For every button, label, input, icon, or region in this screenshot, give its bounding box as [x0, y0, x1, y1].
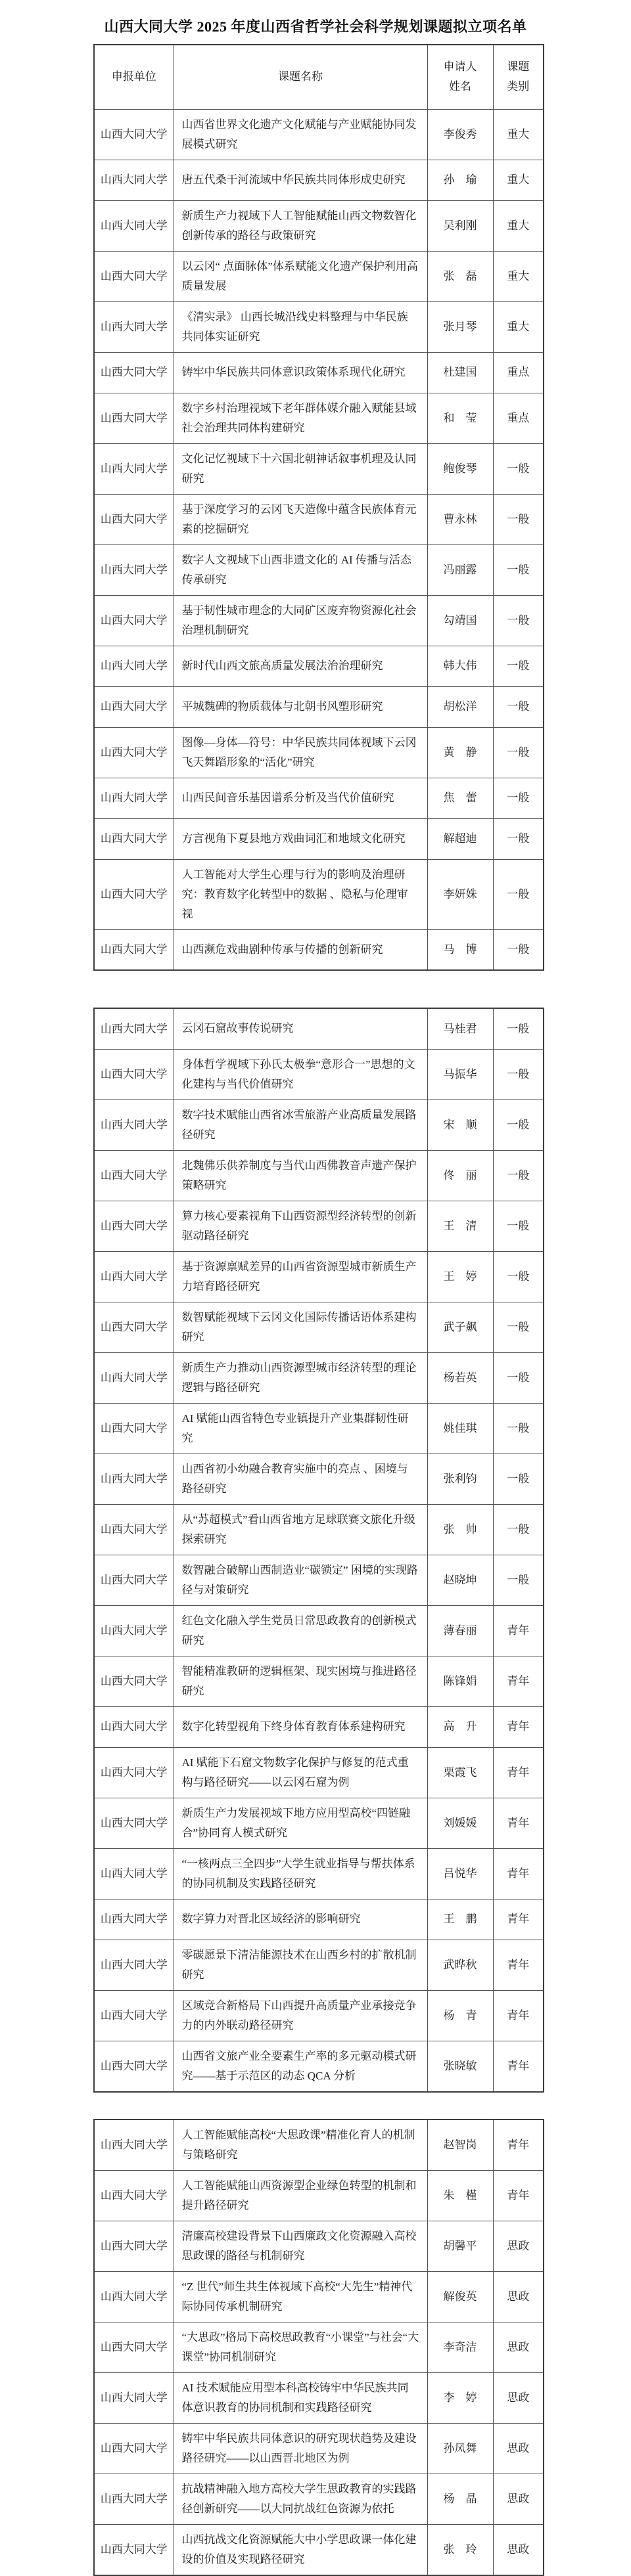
applicant-name-cell: 姚佳琪 — [427, 1403, 493, 1454]
project-title-cell: 图像—身体—符号：中华民族共同体视域下云冈飞天舞蹈形象的“活化”研究 — [174, 727, 427, 778]
project-title-cell: 山西抗战文化资源赋能大中小学思政课一体化建设的价值及实现路径研究 — [174, 2524, 427, 2575]
category-cell: 思政 — [493, 2271, 544, 2322]
unit-cell: 山西大同大学 — [94, 393, 174, 443]
unit-cell: 山西大同大学 — [94, 1251, 174, 1302]
unit-cell: 山西大同大学 — [94, 2524, 174, 2575]
unit-cell: 山西大同大学 — [94, 1201, 174, 1251]
project-title-cell: 山西濒危戏曲剧种传承与传播的创新研究 — [174, 929, 427, 970]
table-row — [94, 251, 544, 301]
table-row — [94, 1990, 544, 2041]
unit-cell: 山西大同大学 — [94, 595, 174, 646]
col-header-category: 课题 类别 — [493, 45, 544, 109]
category-cell: 一般 — [493, 1049, 544, 1099]
applicant-name-cell: 王 鹏 — [427, 1899, 493, 1940]
table-row — [94, 2322, 544, 2372]
unit-cell: 山西大同大学 — [94, 1940, 174, 1990]
applicant-name-cell: 李 婷 — [427, 2372, 493, 2423]
table-row — [94, 1706, 544, 1747]
project-title-cell: 零碳愿景下清洁能源技术在山西乡村的扩散机制研究 — [174, 1940, 427, 1990]
applicant-name-cell: 王 清 — [427, 1201, 493, 1251]
unit-cell: 山西大同大学 — [94, 1706, 174, 1747]
applicant-name-cell: 张月琴 — [427, 301, 493, 352]
table-row — [94, 1798, 544, 1848]
unit-cell: 山西大同大学 — [94, 109, 174, 160]
table-row — [94, 1899, 544, 1940]
category-cell: 重大 — [493, 301, 544, 352]
category-cell: 重点 — [493, 352, 544, 393]
table-row — [94, 1940, 544, 1990]
applicant-name-cell: 张 帅 — [427, 1504, 493, 1555]
table-row — [94, 1454, 544, 1504]
category-cell: 一般 — [493, 1555, 544, 1605]
table-body-page-1 — [94, 109, 544, 970]
project-title-cell: AI 赋能山西省特色专业镇提升产业集群韧性研究 — [174, 1403, 427, 1454]
unit-cell: 山西大同大学 — [94, 1656, 174, 1706]
project-title-cell: 方言视角下夏县地方戏曲词汇和地域文化研究 — [174, 818, 427, 859]
applicant-name-cell: 栗霞飞 — [427, 1747, 493, 1798]
project-title-cell: 从“苏超模式”看山西省地方足球联赛文旅化升级探索研究 — [174, 1504, 427, 1555]
table-row — [94, 352, 544, 393]
category-cell: 一般 — [493, 494, 544, 544]
category-cell: 青年 — [493, 1798, 544, 1848]
applicant-name-cell: 王 婷 — [427, 1251, 493, 1302]
table-row — [94, 2221, 544, 2271]
table-row — [94, 1201, 544, 1251]
table-row — [94, 2372, 544, 2423]
applicant-name-cell: 鲍俊琴 — [427, 443, 493, 494]
category-cell: 重大 — [493, 109, 544, 160]
category-cell: 一般 — [493, 686, 544, 727]
table-row — [94, 2423, 544, 2474]
applicant-name-cell: 张晓敏 — [427, 2041, 493, 2092]
table-row — [94, 301, 544, 352]
project-title-cell: 智能精准教研的逻辑框架、现实困境与推进路径研究 — [174, 1656, 427, 1706]
category-cell: 青年 — [493, 2120, 544, 2171]
unit-cell: 山西大同大学 — [94, 686, 174, 727]
unit-cell: 山西大同大学 — [94, 778, 174, 818]
table-row — [94, 393, 544, 443]
project-title-cell: 区域竞合新格局下山西提升高质量产业承接竞争力的内外联动路径研究 — [174, 1990, 427, 2041]
unit-cell: 山西大同大学 — [94, 2322, 174, 2372]
category-cell: 思政 — [493, 2221, 544, 2271]
project-title-cell: 数智融合破解山西制造业“碳锁定” 困境的实现路径与对策研究 — [174, 1555, 427, 1605]
project-title-cell: 清廉高校建设背景下山西廉政文化资源融入高校思政课的路径与机制研究 — [174, 2221, 427, 2271]
applicant-name-cell: 黄 静 — [427, 727, 493, 778]
project-title-cell: 基于韧性城市理念的大同矿区废弃物资源化社会治理机制研究 — [174, 595, 427, 646]
category-cell: 一般 — [493, 443, 544, 494]
table-row — [94, 929, 544, 970]
category-cell: 思政 — [493, 2524, 544, 2575]
unit-cell: 山西大同大学 — [94, 2221, 174, 2271]
project-title-cell: 人工智能赋能高校“大思政课”精准化育人的机制与策略研究 — [174, 2120, 427, 2171]
table-row — [94, 1656, 544, 1706]
applicant-name-cell: 杨 晶 — [427, 2474, 493, 2524]
project-title-cell: “大思政”格局下高校思政教育“小课堂”与社会“大课堂”协同机制研究 — [174, 2322, 427, 2372]
applicant-name-cell: 解俊英 — [427, 2271, 493, 2322]
applicant-name-cell: 勾靖国 — [427, 595, 493, 646]
project-title-cell: 山西省世界文化遗产文化赋能与产业赋能协同发展模式研究 — [174, 109, 427, 160]
category-cell: 青年 — [493, 2170, 544, 2221]
applicant-name-cell: 陈锋娟 — [427, 1656, 493, 1706]
applicant-name-cell: 高 升 — [427, 1706, 493, 1747]
project-title-cell: 数字化转型视角下终身体育教育体系建构研究 — [174, 1706, 427, 1747]
applicant-name-cell: 马桂君 — [427, 1008, 493, 1049]
unit-cell: 山西大同大学 — [94, 2041, 174, 2092]
category-cell: 一般 — [493, 595, 544, 646]
unit-cell: 山西大同大学 — [94, 2170, 174, 2221]
category-cell: 一般 — [493, 1454, 544, 1504]
project-title-cell: 新质生产力推动山西资源型城市经济转型的理论逻辑与路径研究 — [174, 1352, 427, 1403]
category-cell: 青年 — [493, 1747, 544, 1798]
applicant-name-cell: 马振华 — [427, 1049, 493, 1099]
projects-table-page-1 — [93, 44, 544, 971]
applicant-name-cell: 宋 顺 — [427, 1099, 493, 1150]
unit-cell: 山西大同大学 — [94, 929, 174, 970]
table-row — [94, 1302, 544, 1352]
category-cell: 思政 — [493, 2372, 544, 2423]
project-title-cell: 基于资源禀赋差异的山西省资源型城市新质生产力培育路径研究 — [174, 1251, 427, 1302]
table-row — [94, 1352, 544, 1403]
category-cell: 青年 — [493, 2041, 544, 2092]
project-title-cell: 文化记忆视域下十六国北朝神话叙事机理及认同研究 — [174, 443, 427, 494]
unit-cell: 山西大同大学 — [94, 2120, 174, 2171]
table-row — [94, 2170, 544, 2221]
table-row — [94, 727, 544, 778]
project-title-cell: 山西省文旅产业全要素生产率的多元驱动模式研究——基于示范区的动态 QCA 分析 — [174, 2041, 427, 2092]
category-cell: 思政 — [493, 2423, 544, 2474]
applicant-name-cell: 赵晓坤 — [427, 1555, 493, 1605]
applicant-name-cell: 冯丽露 — [427, 544, 493, 595]
project-title-cell: 以云冈“ 点面脉体”体系赋能文化遗产保护利用高质量发展 — [174, 251, 427, 301]
category-cell: 青年 — [493, 1940, 544, 1990]
table-row — [94, 1150, 544, 1201]
project-title-cell: 山西省初小幼融合教育实施中的亮点 、困境与路径研究 — [174, 1454, 427, 1504]
project-title-cell: “Z 世代”师生共生体视域下高校“大先生”精神代际协同传承机制研究 — [174, 2271, 427, 2322]
table-row — [94, 1605, 544, 1656]
category-cell: 重大 — [493, 200, 544, 251]
table-row — [94, 1251, 544, 1302]
project-title-cell: 身体哲学视域下孙氏太极拳“意形合一”思想的文化建构与当代价值研究 — [174, 1049, 427, 1099]
table-body-page-3 — [94, 2120, 544, 2575]
table-row — [94, 160, 544, 200]
unit-cell: 山西大同大学 — [94, 1008, 174, 1049]
table-row — [94, 646, 544, 686]
projects-table-page-3 — [93, 2119, 544, 2576]
applicant-name-cell: 刘媛媛 — [427, 1798, 493, 1848]
category-cell: 一般 — [493, 818, 544, 859]
project-title-cell: 数字算力对晋北区域经济的影响研究 — [174, 1899, 427, 1940]
project-title-cell: 《清实录》 山西长城沿线史料整理与中华民族共同体实证研究 — [174, 301, 427, 352]
applicant-name-cell: 李奇洁 — [427, 2322, 493, 2372]
category-cell: 一般 — [493, 859, 544, 929]
project-title-cell: “一核两点三全四步”大学生就业指导与帮扶体系的协同机制及实践路径研究 — [174, 1848, 427, 1899]
table-row — [94, 2120, 544, 2171]
table-row — [94, 686, 544, 727]
table-header-row — [94, 45, 544, 109]
project-title-cell: 唐五代桑干河流域中华民族共同体形成史研究 — [174, 160, 427, 200]
unit-cell: 山西大同大学 — [94, 1504, 174, 1555]
table-row — [94, 1504, 544, 1555]
category-cell: 重点 — [493, 393, 544, 443]
table-row — [94, 1008, 544, 1049]
table-body-page-2 — [94, 1008, 544, 2092]
applicant-name-cell: 朱 槿 — [427, 2170, 493, 2221]
project-title-cell: 北魏佛乐供养制度与当代山西佛教音声遗产保护策略研究 — [174, 1150, 427, 1201]
col-header-project-title: 课题名称 — [174, 45, 427, 109]
table-row — [94, 443, 544, 494]
project-title-cell: 山西民间音乐基因谱系分析及当代价值研究 — [174, 778, 427, 818]
project-title-cell: 算力核心要素视角下山西资源型经济转型的创新驱动路径研究 — [174, 1201, 427, 1251]
project-title-cell: 新质生产力视域下人工智能赋能山西文物数智化创新传承的路径与政策研究 — [174, 200, 427, 251]
project-title-cell: 抗战精神融入地方高校大学生思政教育的实践路径创新研究——以大同抗战红色资源为依托 — [174, 2474, 427, 2524]
unit-cell: 山西大同大学 — [94, 818, 174, 859]
project-title-cell: 数字人文视域下山西非遗文化的 AI 传播与活态传承研究 — [174, 544, 427, 595]
category-cell: 青年 — [493, 1848, 544, 1899]
project-title-cell: 新时代山西文旅高质量发展法治治理研究 — [174, 646, 427, 686]
category-cell: 一般 — [493, 1150, 544, 1201]
table-row — [94, 1403, 544, 1454]
table-row — [94, 1747, 544, 1798]
category-cell: 一般 — [493, 778, 544, 818]
applicant-name-cell: 佟 丽 — [427, 1150, 493, 1201]
unit-cell: 山西大同大学 — [94, 1798, 174, 1848]
table-row — [94, 2524, 544, 2575]
unit-cell: 山西大同大学 — [94, 1403, 174, 1454]
table-row — [94, 1099, 544, 1150]
table-row — [94, 1555, 544, 1605]
unit-cell: 山西大同大学 — [94, 1302, 174, 1352]
table-row — [94, 544, 544, 595]
category-cell: 重大 — [493, 160, 544, 200]
unit-cell: 山西大同大学 — [94, 494, 174, 544]
category-cell: 青年 — [493, 1605, 544, 1656]
category-cell: 一般 — [493, 1302, 544, 1352]
project-title-cell: 新质生产力发展视域下地方应用型高校“四链融合”协同育人模式研究 — [174, 1798, 427, 1848]
applicant-name-cell: 韩大伟 — [427, 646, 493, 686]
project-title-cell: 基于深度学习的云冈飞天造像中蕴含民族体育元素的挖掘研究 — [174, 494, 427, 544]
category-cell: 一般 — [493, 929, 544, 970]
unit-cell: 山西大同大学 — [94, 2271, 174, 2322]
applicant-name-cell: 武子飙 — [427, 1302, 493, 1352]
unit-cell: 山西大同大学 — [94, 1352, 174, 1403]
category-cell: 一般 — [493, 544, 544, 595]
project-title-cell: 数字技术赋能山西省冰雪旅游产业高质量发展路径研究 — [174, 1099, 427, 1150]
applicant-name-cell: 杨 青 — [427, 1990, 493, 2041]
table-row — [94, 859, 544, 929]
unit-cell: 山西大同大学 — [94, 200, 174, 251]
unit-cell: 山西大同大学 — [94, 1605, 174, 1656]
category-cell: 思政 — [493, 2474, 544, 2524]
table-row — [94, 1848, 544, 1899]
project-title-cell: 平城魏碑的物质载体与北朝书风塑形研究 — [174, 686, 427, 727]
category-cell: 青年 — [493, 1899, 544, 1940]
applicant-name-cell: 吕悦华 — [427, 1848, 493, 1899]
table-row — [94, 200, 544, 251]
category-cell: 青年 — [493, 1706, 544, 1747]
projects-table-page-2 — [93, 1008, 544, 2093]
project-title-cell: 铸牢中华民族共同体意识的研究现状趋势及建设路径研究——以山西晋北地区为例 — [174, 2423, 427, 2474]
col-header-applicant-name: 申请人 姓名 — [427, 45, 493, 109]
project-title-cell: 红色文化融入学生党员日常思政教育的创新模式研究 — [174, 1605, 427, 1656]
category-cell: 一般 — [493, 1403, 544, 1454]
table-row — [94, 1049, 544, 1099]
unit-cell: 山西大同大学 — [94, 1848, 174, 1899]
table-row — [94, 2474, 544, 2524]
applicant-name-cell: 孙 瑜 — [427, 160, 493, 200]
category-cell: 一般 — [493, 1352, 544, 1403]
unit-cell: 山西大同大学 — [94, 160, 174, 200]
category-cell: 一般 — [493, 1251, 544, 1302]
project-title-cell: 人工智能对大学生心理与行为的影响及治理研究：教育数字化转型中的数据 、隐私与伦理审视 — [174, 859, 427, 929]
applicant-name-cell: 吴利刚 — [427, 200, 493, 251]
applicant-name-cell: 胡松洋 — [427, 686, 493, 727]
category-cell: 一般 — [493, 1504, 544, 1555]
unit-cell: 山西大同大学 — [94, 1049, 174, 1099]
applicant-name-cell: 胡馨平 — [427, 2221, 493, 2271]
col-header-unit: 申报单位 — [94, 45, 174, 109]
applicant-name-cell: 李俊秀 — [427, 109, 493, 160]
unit-cell: 山西大同大学 — [94, 301, 174, 352]
applicant-name-cell: 马 博 — [427, 929, 493, 970]
applicant-name-cell: 赵智岗 — [427, 2120, 493, 2171]
category-cell: 重大 — [493, 251, 544, 301]
unit-cell: 山西大同大学 — [94, 1990, 174, 2041]
project-title-cell: 铸牢中华民族共同体意识政策体系现代化研究 — [174, 352, 427, 393]
document-title: 山西大同大学 2025 年度山西省哲学社会科学规划课题拟立项名单 — [104, 18, 527, 35]
unit-cell: 山西大同大学 — [94, 1747, 174, 1798]
unit-cell: 山西大同大学 — [94, 1454, 174, 1504]
category-cell: 一般 — [493, 646, 544, 686]
category-cell: 思政 — [493, 2322, 544, 2372]
project-title-cell: 人工智能赋能山西资源型企业绿色转型的机制和提升路径研究 — [174, 2170, 427, 2221]
applicant-name-cell: 孙凤舞 — [427, 2423, 493, 2474]
applicant-name-cell: 张 玲 — [427, 2524, 493, 2575]
applicant-name-cell: 杜建国 — [427, 352, 493, 393]
category-cell: 一般 — [493, 1099, 544, 1150]
table-row — [94, 494, 544, 544]
project-title-cell: AI 技术赋能应用型本科高校铸牢中华民族共同体意识教育的协同机制和实践路径研究 — [174, 2372, 427, 2423]
applicant-name-cell: 焦 蕾 — [427, 778, 493, 818]
unit-cell: 山西大同大学 — [94, 859, 174, 929]
unit-cell: 山西大同大学 — [94, 727, 174, 778]
table-row — [94, 818, 544, 859]
category-cell: 一般 — [493, 1201, 544, 1251]
unit-cell: 山西大同大学 — [94, 2423, 174, 2474]
applicant-name-cell: 和 莹 — [427, 393, 493, 443]
unit-cell: 山西大同大学 — [94, 646, 174, 686]
applicant-name-cell: 杨若英 — [427, 1352, 493, 1403]
applicant-name-cell: 曹永林 — [427, 494, 493, 544]
category-cell: 青年 — [493, 1656, 544, 1706]
applicant-name-cell: 解超迪 — [427, 818, 493, 859]
project-title-cell: 数智赋能视域下云冈文化国际传播话语体系建构研究 — [174, 1302, 427, 1352]
table-row — [94, 595, 544, 646]
category-cell: 一般 — [493, 1008, 544, 1049]
applicant-name-cell: 武晔秋 — [427, 1940, 493, 1990]
unit-cell: 山西大同大学 — [94, 1899, 174, 1940]
unit-cell: 山西大同大学 — [94, 443, 174, 494]
table-row — [94, 109, 544, 160]
unit-cell: 山西大同大学 — [94, 1150, 174, 1201]
table-row — [94, 778, 544, 818]
project-title-cell: 数字乡村治理视域下老年群体媒介融入赋能县域社会治理共同体构建研究 — [174, 393, 427, 443]
project-title-cell: 云冈石窟故事传说研究 — [174, 1008, 427, 1049]
unit-cell: 山西大同大学 — [94, 1099, 174, 1150]
unit-cell: 山西大同大学 — [94, 2372, 174, 2423]
applicant-name-cell: 张 磊 — [427, 251, 493, 301]
project-title-cell: AI 赋能下石窟文物数字化保护与修复的范式重构与路径研究——以云冈石窟为例 — [174, 1747, 427, 1798]
applicant-name-cell: 李妍姝 — [427, 859, 493, 929]
unit-cell: 山西大同大学 — [94, 352, 174, 393]
category-cell: 一般 — [493, 727, 544, 778]
unit-cell: 山西大同大学 — [94, 544, 174, 595]
table-row — [94, 2041, 544, 2092]
applicant-name-cell: 薄春丽 — [427, 1605, 493, 1656]
unit-cell: 山西大同大学 — [94, 251, 174, 301]
table-row — [94, 2271, 544, 2322]
category-cell: 青年 — [493, 1990, 544, 2041]
unit-cell: 山西大同大学 — [94, 1555, 174, 1605]
unit-cell: 山西大同大学 — [94, 2474, 174, 2524]
applicant-name-cell: 张利钧 — [427, 1454, 493, 1504]
